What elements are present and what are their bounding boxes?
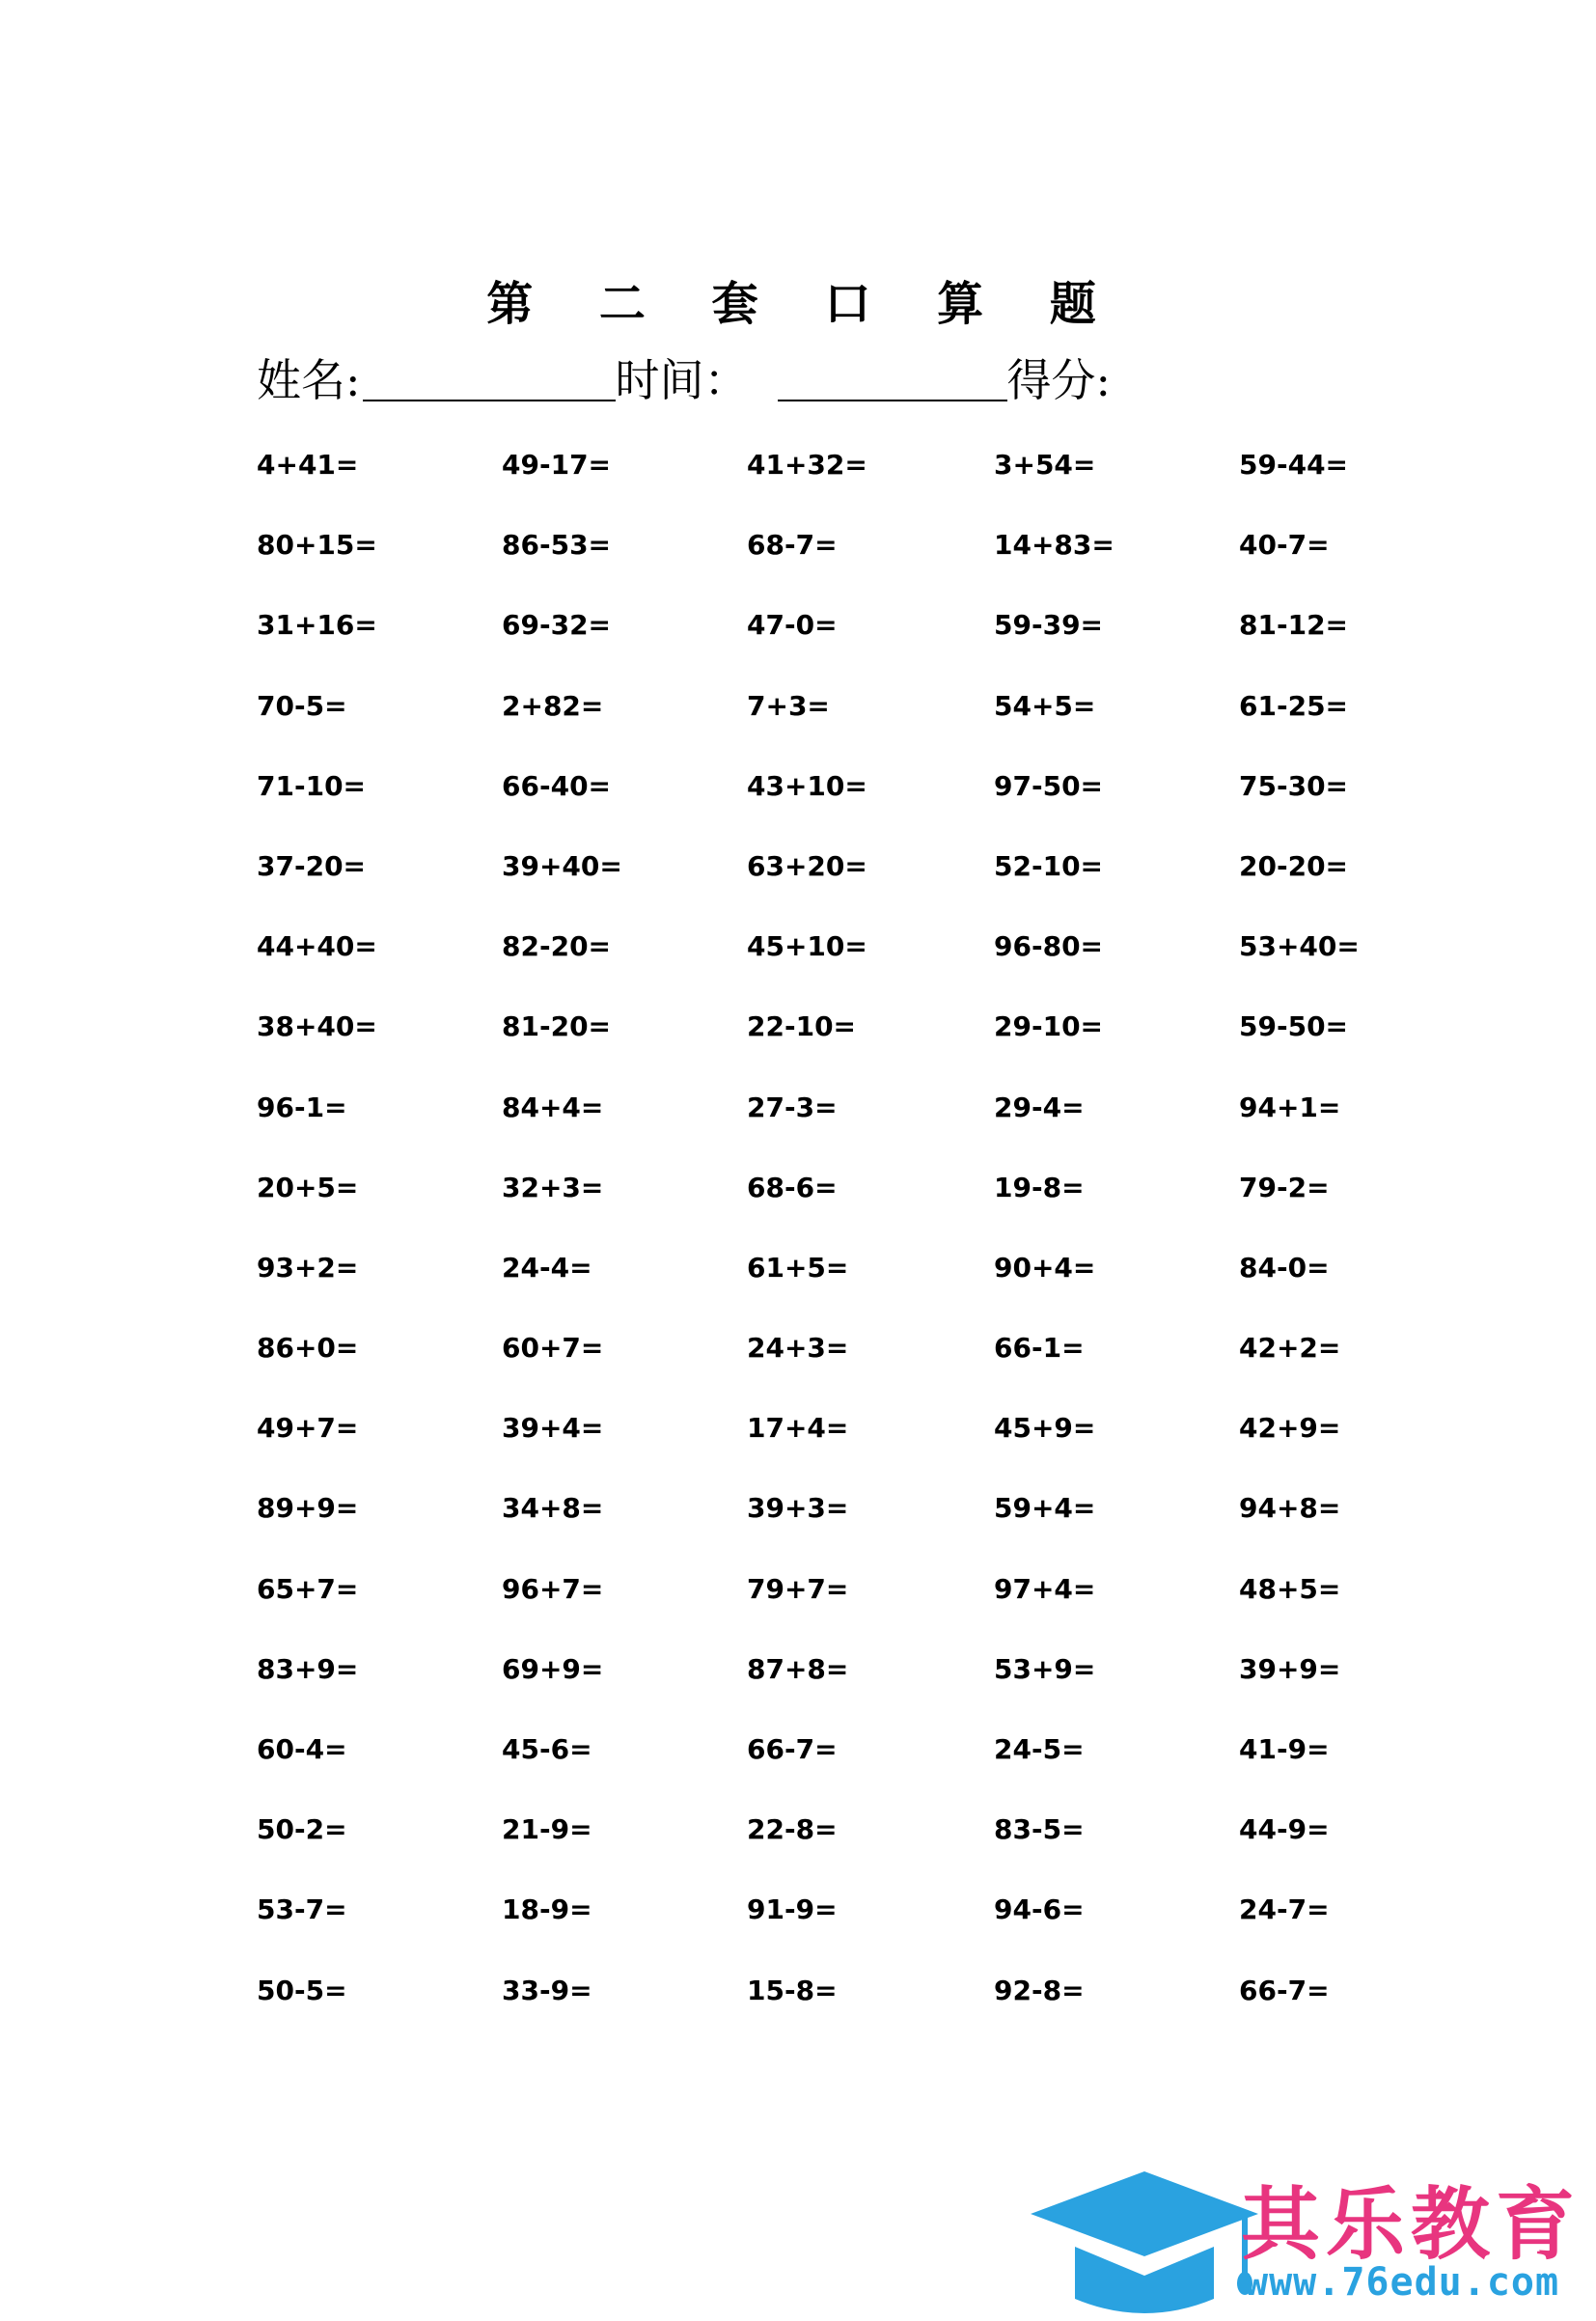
problem-row bbox=[0, 1171, 1596, 1251]
arithmetic-problem: 91-9= bbox=[747, 1893, 838, 1926]
arithmetic-problem: 14+83= bbox=[994, 529, 1114, 562]
score-label: 得分: bbox=[1006, 354, 1111, 406]
arithmetic-problem: 86+0= bbox=[257, 1332, 359, 1365]
name-label: 姓名: bbox=[257, 354, 361, 406]
problem-row bbox=[0, 1652, 1596, 1732]
problem-row bbox=[0, 1009, 1596, 1090]
problem-row bbox=[0, 1812, 1596, 1893]
arithmetic-problem: 21-9= bbox=[502, 1813, 592, 1846]
arithmetic-problem: 68-7= bbox=[747, 529, 838, 562]
brand-name: 其乐教育 bbox=[1241, 2179, 1582, 2271]
arithmetic-problem: 39+40= bbox=[502, 849, 622, 882]
arithmetic-problem: 61+5= bbox=[747, 1251, 849, 1284]
arithmetic-problem: 66-1= bbox=[994, 1332, 1085, 1365]
arithmetic-problem: 90+4= bbox=[994, 1251, 1096, 1284]
arithmetic-problem: 94+8= bbox=[1239, 1492, 1341, 1525]
arithmetic-problem: 93+2= bbox=[257, 1251, 359, 1284]
arithmetic-problem: 44+40= bbox=[257, 930, 377, 963]
arithmetic-problem: 83+9= bbox=[257, 1652, 359, 1685]
arithmetic-problem: 49-17= bbox=[502, 449, 612, 481]
arithmetic-problem: 24-5= bbox=[994, 1733, 1085, 1765]
arithmetic-problem: 44-9= bbox=[1239, 1813, 1330, 1846]
arithmetic-problem: 48+5= bbox=[1239, 1572, 1341, 1605]
arithmetic-problem: 29-10= bbox=[994, 1010, 1104, 1043]
arithmetic-problem: 79-2= bbox=[1239, 1171, 1330, 1203]
arithmetic-problem: 45-6= bbox=[502, 1733, 592, 1765]
arithmetic-problem: 63+20= bbox=[747, 849, 867, 882]
time-blank bbox=[778, 351, 1007, 401]
arithmetic-problem: 59-50= bbox=[1239, 1010, 1349, 1043]
student-info-row bbox=[257, 349, 1111, 409]
arithmetic-problem: 89+9= bbox=[257, 1492, 359, 1525]
arithmetic-problem: 94-6= bbox=[994, 1893, 1085, 1926]
arithmetic-problem: 94+1= bbox=[1239, 1091, 1341, 1123]
arithmetic-problem: 82-20= bbox=[502, 930, 612, 963]
arithmetic-problem: 84+4= bbox=[502, 1091, 604, 1123]
arithmetic-problem: 22-8= bbox=[747, 1813, 838, 1846]
arithmetic-problem: 41-9= bbox=[1239, 1733, 1330, 1765]
arithmetic-problem: 59-39= bbox=[994, 609, 1104, 642]
problem-row bbox=[0, 1411, 1596, 1491]
arithmetic-problem: 33-9= bbox=[502, 1974, 592, 2006]
problem-row bbox=[0, 929, 1596, 1009]
arithmetic-problem: 68-6= bbox=[747, 1171, 838, 1203]
arithmetic-problem: 39+3= bbox=[747, 1492, 849, 1525]
arithmetic-problem: 60+7= bbox=[502, 1332, 604, 1365]
arithmetic-problem: 53-7= bbox=[257, 1893, 347, 1926]
name-blank bbox=[363, 351, 616, 401]
arithmetic-problem: 4+41= bbox=[257, 449, 359, 481]
problem-row bbox=[0, 1491, 1596, 1571]
problem-row bbox=[0, 608, 1596, 688]
arithmetic-problem: 79+7= bbox=[747, 1572, 849, 1605]
arithmetic-problem: 2+82= bbox=[502, 689, 604, 722]
arithmetic-problem: 97+4= bbox=[994, 1572, 1096, 1605]
arithmetic-problem: 42+2= bbox=[1239, 1332, 1341, 1365]
arithmetic-problem: 22-10= bbox=[747, 1010, 857, 1043]
problem-row bbox=[0, 448, 1596, 528]
arithmetic-problem: 42+9= bbox=[1239, 1412, 1341, 1445]
problem-row bbox=[0, 1732, 1596, 1812]
arithmetic-problem: 59+4= bbox=[994, 1492, 1096, 1525]
arithmetic-problem: 66-40= bbox=[502, 769, 612, 802]
arithmetic-problem: 31+16= bbox=[257, 609, 377, 642]
arithmetic-problem: 60-4= bbox=[257, 1733, 347, 1765]
arithmetic-problem: 83-5= bbox=[994, 1813, 1085, 1846]
arithmetic-problem: 39+4= bbox=[502, 1412, 604, 1445]
arithmetic-problem: 18-9= bbox=[502, 1893, 592, 1926]
problem-row bbox=[0, 1331, 1596, 1411]
arithmetic-problem: 97-50= bbox=[994, 769, 1104, 802]
arithmetic-problem: 43+10= bbox=[747, 769, 867, 802]
arithmetic-problem: 37-20= bbox=[257, 849, 367, 882]
arithmetic-problem: 86-53= bbox=[502, 529, 612, 562]
arithmetic-problem: 45+9= bbox=[994, 1412, 1096, 1445]
arithmetic-problem: 53+40= bbox=[1239, 930, 1360, 963]
arithmetic-problem: 27-3= bbox=[747, 1091, 838, 1123]
arithmetic-problem: 84-0= bbox=[1239, 1251, 1330, 1284]
arithmetic-problem: 65+7= bbox=[257, 1572, 359, 1605]
arithmetic-problem: 71-10= bbox=[257, 769, 367, 802]
arithmetic-problem: 70-5= bbox=[257, 689, 347, 722]
arithmetic-problem: 34+8= bbox=[502, 1492, 604, 1525]
cap-board-shape bbox=[1031, 2171, 1258, 2256]
problem-row bbox=[0, 1091, 1596, 1171]
arithmetic-problem: 52-10= bbox=[994, 849, 1104, 882]
arithmetic-problem: 38+40= bbox=[257, 1010, 377, 1043]
arithmetic-problem: 45+10= bbox=[747, 930, 867, 963]
problem-row bbox=[0, 849, 1596, 929]
arithmetic-problem: 41+32= bbox=[747, 449, 867, 481]
arithmetic-problem: 69-32= bbox=[502, 609, 612, 642]
arithmetic-problem: 20-20= bbox=[1239, 849, 1349, 882]
arithmetic-problem: 24-7= bbox=[1239, 1893, 1330, 1926]
arithmetic-problem: 61-25= bbox=[1239, 689, 1349, 722]
arithmetic-problem: 75-30= bbox=[1239, 769, 1349, 802]
arithmetic-problem: 53+9= bbox=[994, 1652, 1096, 1685]
arithmetic-problem: 49+7= bbox=[257, 1412, 359, 1445]
arithmetic-problem: 66-7= bbox=[1239, 1974, 1330, 2006]
arithmetic-problem: 32+3= bbox=[502, 1171, 604, 1203]
arithmetic-problem: 96-1= bbox=[257, 1091, 347, 1123]
arithmetic-problem: 40-7= bbox=[1239, 529, 1330, 562]
arithmetic-problem: 96+7= bbox=[502, 1572, 604, 1605]
problem-row bbox=[0, 1974, 1596, 2054]
problem-row bbox=[0, 689, 1596, 769]
arithmetic-problem: 80+15= bbox=[257, 529, 377, 562]
brand-url: www.76edu.com bbox=[1245, 2260, 1560, 2305]
problem-row bbox=[0, 528, 1596, 608]
arithmetic-problem: 17+4= bbox=[747, 1412, 849, 1445]
worksheet-title: 第 二 套 口 算 题 bbox=[486, 277, 1121, 331]
arithmetic-problem: 20+5= bbox=[257, 1171, 359, 1203]
arithmetic-problem: 3+54= bbox=[994, 449, 1096, 481]
arithmetic-problem: 66-7= bbox=[747, 1733, 838, 1765]
arithmetic-problem: 81-12= bbox=[1239, 609, 1349, 642]
arithmetic-problem: 24+3= bbox=[747, 1332, 849, 1365]
arithmetic-problem: 92-8= bbox=[994, 1974, 1085, 2006]
arithmetic-problem: 29-4= bbox=[994, 1091, 1085, 1123]
arithmetic-problem: 19-8= bbox=[994, 1171, 1085, 1203]
arithmetic-problem: 54+5= bbox=[994, 689, 1096, 722]
cap-base-shape bbox=[1075, 2247, 1214, 2313]
arithmetic-problem: 69+9= bbox=[502, 1652, 604, 1685]
arithmetic-problem: 39+9= bbox=[1239, 1652, 1341, 1685]
time-label: 时间： bbox=[615, 354, 749, 406]
problem-row bbox=[0, 769, 1596, 849]
problem-grid bbox=[0, 448, 1596, 2054]
arithmetic-problem: 96-80= bbox=[994, 930, 1104, 963]
problem-row bbox=[0, 1251, 1596, 1331]
arithmetic-problem: 47-0= bbox=[747, 609, 838, 642]
arithmetic-problem: 15-8= bbox=[747, 1974, 838, 2006]
arithmetic-problem: 24-4= bbox=[502, 1251, 592, 1284]
arithmetic-problem: 87+8= bbox=[747, 1652, 849, 1685]
arithmetic-problem: 59-44= bbox=[1239, 449, 1349, 481]
arithmetic-problem: 50-2= bbox=[257, 1813, 347, 1846]
arithmetic-problem: 7+3= bbox=[747, 689, 830, 722]
arithmetic-problem: 81-20= bbox=[502, 1010, 612, 1043]
problem-row bbox=[0, 1893, 1596, 1973]
problem-row bbox=[0, 1572, 1596, 1652]
arithmetic-problem: 50-5= bbox=[257, 1974, 347, 2006]
